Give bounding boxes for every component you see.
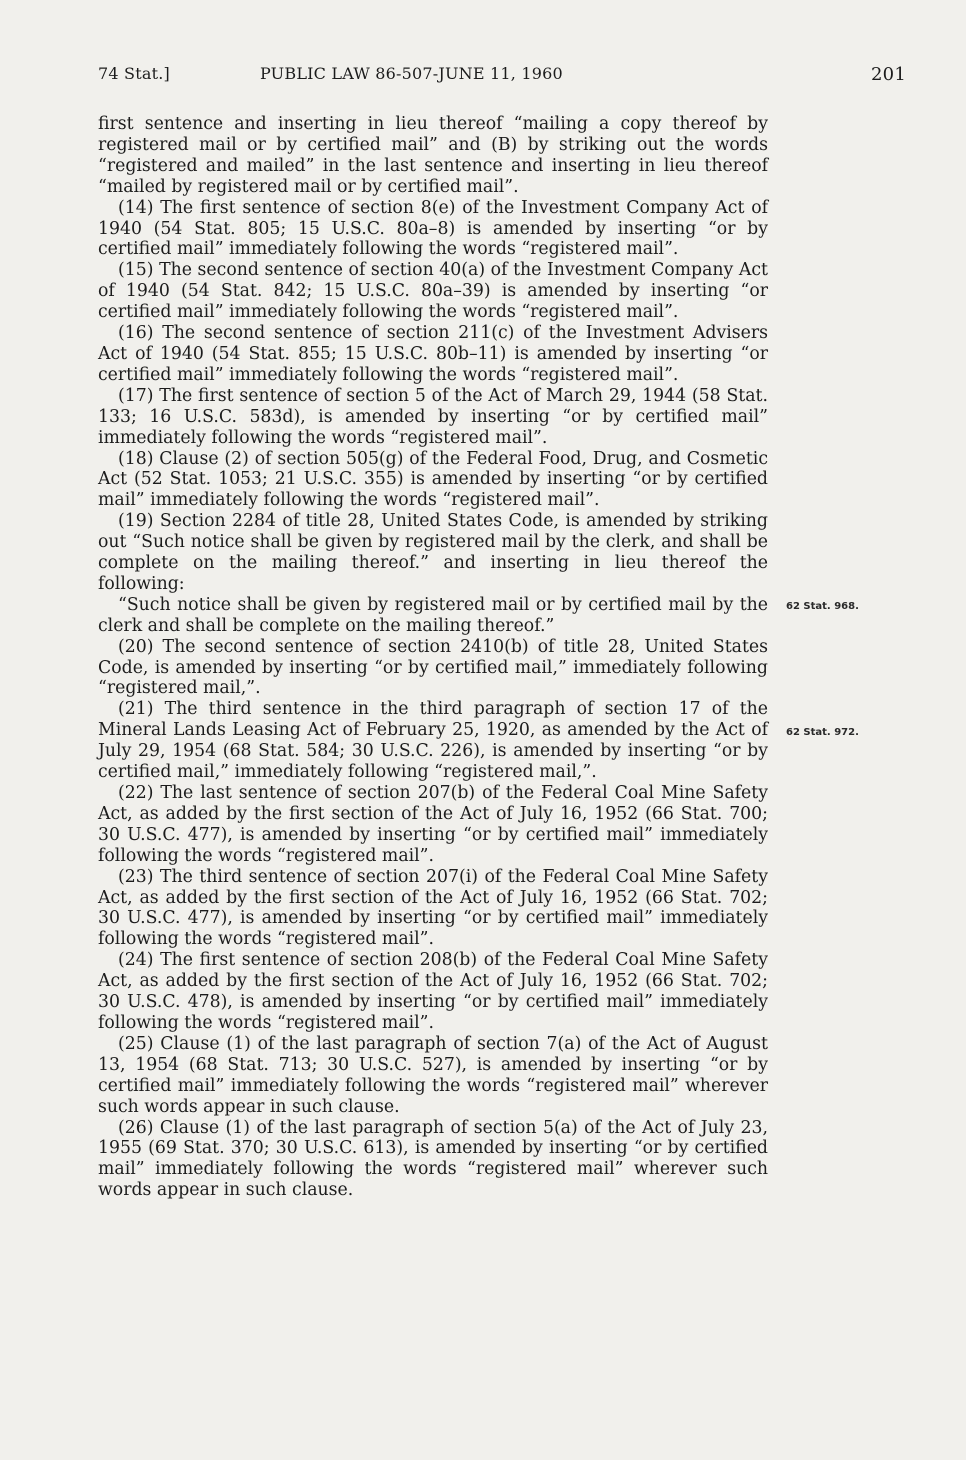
paragraph-18: (18) Clause (2) of section 505(g) of the Federal Food, Drug, and Cosmetic Act (52 Stat. 1053; 21 U.S.C. 355) is amended by inserting “or by certified mail” immediately following the words “registered mail”. [98,448,768,511]
paragraph-22: (22) The last sentence of section 207(b) of the Federal Coal Mine Safety Act, as added by the first section of the Act of July 16, 1952 (66 Stat. 700; 30 U.S.C. 477), is amended by inserting “or by certified mail” immediately following the words “registered mail”. [98,783,768,866]
paragraph-15: (15) The second sentence of section 40(a) of the Investment Company Act of 1940 (54 Stat. 842; 15 U.S.C. 80a–39) is amended by inserting “or certified mail” immediately following the words “registered mail”. [98,260,768,323]
margin-note-62-stat-968: 62 Stat. 968. [786,601,859,612]
document-body [98,114,768,1201]
paragraph-14: (14) The first sentence of section 8(e) of the Investment Company Act of 1940 (54 Stat. 805; 15 U.S.C. 80a–8) is amended by inserting “or by certified mail” immediately following the words “registered mail”. [98,197,768,260]
running-title: PUBLIC LAW 86-507-JUNE 11, 1960 [260,64,563,83]
paragraph-26: (26) Clause (1) of the last paragraph of section 5(a) of the Act of July 23, 1955 (69 Stat. 370; 30 U.S.C. 613), is amended by inserting “or by certified mail” immediately following the words “registered mail” wherever such words appear in such clause. [98,1117,768,1201]
page-number: 201 [871,64,906,85]
paragraph-16: (16) The second sentence of section 211(c) of the Investment Advisers Act of 1940 (54 Stat. 855; 15 U.S.C. 80b–11) is amended by inserting “or certified mail” immediately following the words “registered mail”. [98,323,768,385]
paragraph-20: (20) The second sentence of section 2410(b) of title 28, United States Code, is amended by inserting “or by certified mail,” immediately following “registered mail,”. [98,636,768,699]
paragraph-17: (17) The first sentence of section 5 of the Act of March 29, 1944 (58 Stat. 133; 16 U.S.C. 583d), is amended by inserting “or by certified mail” immediately following the words “registered mail”. [98,385,768,448]
volume-reference: 74 Stat.] [98,64,170,83]
quoted-notice: “Such notice shall be given by registered mail or by certified mail by the clerk and shall be complete on the mailing thereof.” [98,594,768,636]
margin-note-62-stat-972: 62 Stat. 972. [786,727,859,738]
paragraph-continuation: first sentence and inserting in lieu thereof “mailing a copy thereof by registered mail or by certified mail” and (B) by striking out the words “registered and mailed” in the last sentence and inserting in lieu thereof “mailed by registered mail or by certified mail”. [98,114,768,197]
paragraph-21: (21) The third sentence in the third paragraph of section 17 of the Mineral Lands Leasing Act of February 25, 1920, as amended by the Act of July 29, 1954 (68 Stat. 584; 30 U.S.C. 226), is amended by inserting “or by certified mail,” immediately following “registered mail,”. [98,699,768,783]
page-header [98,64,906,88]
paragraph-24: (24) The first sentence of section 208(b) of the Federal Coal Mine Safety Act, as added by the first section of the Act of July 16, 1952 (66 Stat. 702; 30 U.S.C. 478), is amended by inserting “or by certified mail” immediately following the words “registered mail”. [98,950,768,1033]
paragraph-19: (19) Section 2284 of title 28, United States Code, is amended by striking out “Such notice shall be given by registered mail by the clerk, and shall be complete on the mailing thereof.” and inserting in lieu thereof the following: [98,511,768,594]
paragraph-23: (23) The third sentence of section 207(i) of the Federal Coal Mine Safety Act, as added by the first section of the Act of July 16, 1952 (66 Stat. 702; 30 U.S.C. 477), is amended by inserting “or by certified mail” immediately following the words “registered mail”. [98,866,768,950]
paragraph-25: (25) Clause (1) of the last paragraph of section 7(a) of the Act of August 13, 1954 (68 Stat. 713; 30 U.S.C. 527), is amended by inserting “or by certified mail” immediately following the words “registered mail” wherever such words appear in such clause. [98,1033,768,1117]
